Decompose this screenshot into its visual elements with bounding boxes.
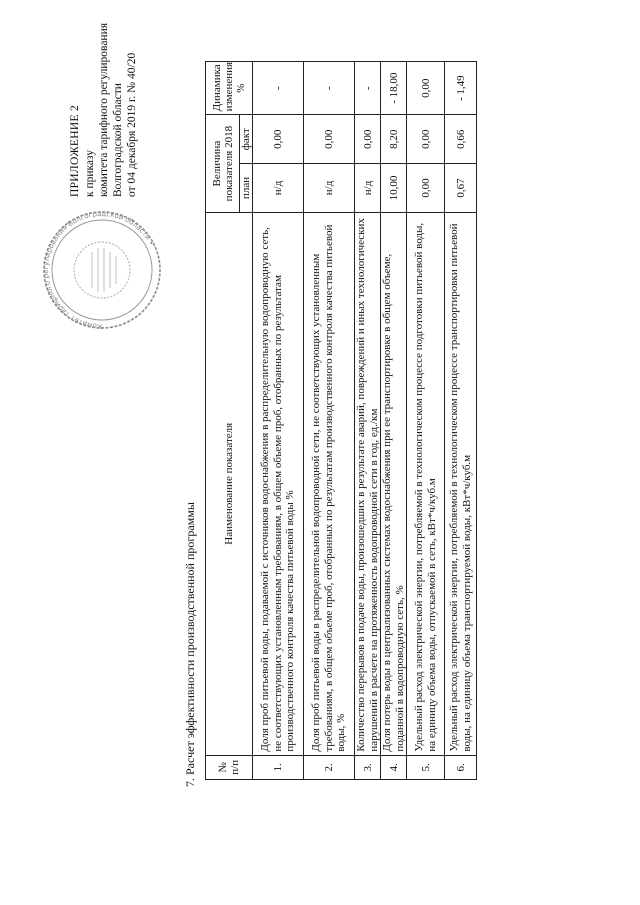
header-line: комитета тарифного регулирования xyxy=(98,22,110,197)
table-row xyxy=(445,62,477,780)
header-line: Волгоградской области xyxy=(112,83,124,197)
fact-value: 0,00 xyxy=(355,115,381,164)
fact-value: 8,20 xyxy=(381,115,407,164)
header-line: от 04 декабря 2019 г. № 40/20 xyxy=(126,52,138,197)
appendix-title: ПРИЛОЖЕНИЕ 2 xyxy=(69,104,81,197)
dynamics-value: - xyxy=(355,62,381,115)
dynamics-value: - 18,00 xyxy=(381,62,407,115)
indicator-name: Доля проб питьевой воды, подаваемой с источников водоснабжения в распределительную водопроводную сеть, не соответствующих установленным требованиям, в общем объеме проб, отобранных по результатам производственного контроля качества питьевой воды % xyxy=(253,212,304,755)
plan-value: 0,00 xyxy=(407,164,445,213)
plan-value: н/д xyxy=(355,164,381,213)
row-number: 5. xyxy=(407,755,445,779)
dynamics-value: 0,00 xyxy=(407,62,445,115)
table-row xyxy=(407,62,445,780)
col-header-dynamics: Динамика изменения % xyxy=(206,62,253,115)
dynamics-value: - 1,49 xyxy=(445,62,477,115)
row-number: 2. xyxy=(304,755,355,779)
svg-text:Комитет тарифного регулировани: Комитет тарифного регулирования Волгоградской области ∙ xyxy=(41,209,156,331)
header-line: к приказу xyxy=(84,149,96,197)
efficiency-table xyxy=(205,61,477,780)
col-header-fact: факт xyxy=(240,115,253,164)
row-number: 6. xyxy=(445,755,477,779)
fact-value: 0,00 xyxy=(407,115,445,164)
row-number: 3. xyxy=(355,755,381,779)
indicator-name: Доля потерь воды в централизованных системах водоснабжения при ее транспортировке в общем объеме, поданной в водопроводную сеть, % xyxy=(381,212,407,755)
indicator-name: Доля проб питьевой воды в распределительной водопроводной сети, не соответствующих установленным требованиям, в общем объеме проб, отобранных по результатам производственного контроля качества питьевой воды, % xyxy=(304,212,355,755)
table-row xyxy=(253,62,304,780)
fact-value: 0,66 xyxy=(445,115,477,164)
indicator-name: Количество перерывов в подаче воды, произошедших в результате аварий, повреждений и иных технологических нарушений в расчете на протяженность водопроводной сети в год, ед./км xyxy=(355,212,381,755)
row-number: 4. xyxy=(381,755,407,779)
table-row xyxy=(304,62,355,780)
document-header xyxy=(68,0,139,197)
official-seal-stamp xyxy=(40,208,164,332)
dynamics-value: - xyxy=(253,62,304,115)
col-header-name: Наименование показателя xyxy=(206,212,253,755)
col-header-plan: план xyxy=(240,164,253,213)
table-row xyxy=(381,62,407,780)
col-header-no: № п/п xyxy=(206,755,253,779)
table-header-row xyxy=(206,62,240,780)
section-title: 7. Расчет эффективности производственной программы xyxy=(183,502,197,787)
indicator-name: Удельный расход электрической энергии, потребляемой в технологическом процессе транспортировки питьевой воды, на единицу объема транспортируемой воды, кВт*ч/куб.м xyxy=(445,212,477,755)
fact-value: 0,00 xyxy=(253,115,304,164)
fact-value: 0,00 xyxy=(304,115,355,164)
plan-value: 0,67 xyxy=(445,164,477,213)
plan-value: н/д xyxy=(304,164,355,213)
indicator-name: Удельный расход электрической энергии, потребляемой в технологическом процессе подготовки питьевой воды, на единицу объема воды, отпускаемой в сеть, кВт*ч/куб.м xyxy=(407,212,445,755)
plan-value: н/д xyxy=(253,164,304,213)
col-header-value: Величина показателя 2018 xyxy=(206,115,240,212)
row-number: 1. xyxy=(253,755,304,779)
plan-value: 10,00 xyxy=(381,164,407,213)
table-row xyxy=(355,62,381,780)
dynamics-value: - xyxy=(304,62,355,115)
